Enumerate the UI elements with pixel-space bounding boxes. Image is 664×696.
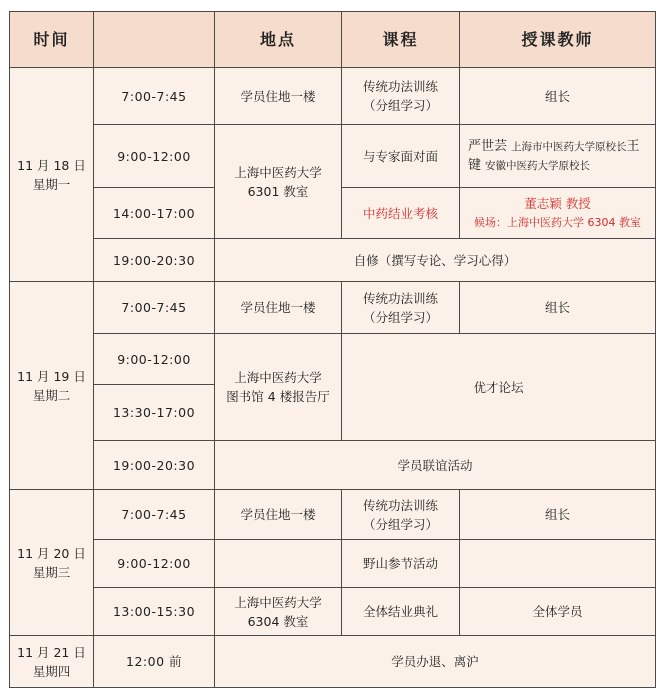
teacher-note: 候场：上海中医药大学 6304 教室 (474, 216, 641, 229)
course-cell (342, 490, 460, 540)
day3-date-cell (10, 490, 94, 636)
place-line: 上海中医药大学 (234, 594, 322, 610)
time-cell: 13:30-17:00 (94, 385, 215, 441)
place-cell (215, 540, 342, 588)
table-row (10, 68, 656, 125)
course-cell (342, 282, 460, 334)
time-cell: 9:00-12:00 (94, 540, 215, 588)
day3-weekday: 星期三 (32, 564, 71, 580)
table-row (10, 490, 656, 540)
teacher-title: 上海市中医药大学原校长 (511, 141, 627, 153)
time-cell: 19:00-20:30 (94, 441, 215, 490)
course-line: 传统功法训练 (362, 290, 438, 306)
teacher-name: 严世芸 (468, 139, 508, 154)
course-cell: 全体结业典礼 (342, 588, 460, 636)
teacher-cell (460, 125, 656, 188)
activity-cell: 学员联谊活动 (215, 441, 656, 490)
course-line: （分组学习） (362, 516, 438, 532)
table-row (10, 334, 656, 385)
teacher-cell (460, 540, 656, 588)
place-line: 图书馆 4 楼报告厅 (226, 389, 330, 404)
teacher-cell: 组长 (460, 68, 656, 125)
time-cell: 14:00-17:00 (94, 188, 215, 239)
place-cell (215, 588, 342, 636)
header-place: 地点 (215, 12, 342, 68)
forum-cell: 优才论坛 (342, 334, 656, 441)
time-cell: 13:00-15:30 (94, 588, 215, 636)
day4-weekday: 星期四 (32, 663, 71, 679)
header-row (10, 12, 656, 68)
course-cell: 野山参节活动 (342, 540, 460, 588)
course-cell (342, 68, 460, 125)
table-row (10, 540, 656, 588)
day1-date: 11 月 18 日 (17, 157, 86, 173)
teacher-cell (460, 188, 656, 239)
day4-date-cell (10, 636, 94, 688)
course-cell: 中药结业考核 (342, 188, 460, 239)
time-cell: 7:00-7:45 (94, 282, 215, 334)
time-cell: 7:00-7:45 (94, 68, 215, 125)
day2-date: 11 月 19 日 (17, 368, 86, 384)
day3-date: 11 月 20 日 (17, 545, 86, 561)
place-cell: 学员住地一楼 (215, 68, 342, 125)
table-row (10, 125, 656, 188)
teacher-name: 王键 (468, 139, 640, 173)
time-cell: 7:00-7:45 (94, 490, 215, 540)
teacher-cell: 组长 (460, 490, 656, 540)
header-time: 时间 (10, 12, 94, 68)
day2-weekday: 星期二 (32, 387, 71, 403)
time-cell: 12:00 前 (94, 636, 215, 688)
place-line: 6304 教室 (247, 613, 309, 629)
table-row (10, 588, 656, 636)
course-line: 传统功法训练 (362, 497, 438, 513)
place-line: 上海中医药大学 (234, 370, 322, 385)
table-row (10, 282, 656, 334)
course-line: （分组学习） (362, 309, 438, 325)
day1-date-cell (10, 68, 94, 282)
place-line: 上海中医药大学 (234, 164, 322, 180)
time-cell: 9:00-12:00 (94, 334, 215, 385)
activity-cell: 学员办退、离沪 (215, 636, 656, 688)
teacher-cell: 全体学员 (460, 588, 656, 636)
course-line: （分组学习） (362, 98, 438, 113)
time-cell: 19:00-20:30 (94, 239, 215, 282)
place-line: 6301 教室 (247, 183, 309, 199)
place-cell (215, 334, 342, 441)
course-line: 传统功法训练 (362, 79, 438, 94)
schedule-table (9, 11, 656, 688)
course-cell: 与专家面对面 (342, 125, 460, 188)
day1-weekday: 星期一 (32, 176, 71, 192)
place-cell: 学员住地一楼 (215, 490, 342, 540)
schedule-table-wrapper (9, 11, 656, 688)
table-row (10, 239, 656, 282)
activity-cell: 自修（撰写专论、学习心得） (215, 239, 656, 282)
day2-date-cell (10, 282, 94, 490)
table-row (10, 441, 656, 490)
day4-date: 11 月 21 日 (17, 644, 86, 660)
header-teacher: 授课教师 (460, 12, 656, 68)
teacher-cell: 组长 (460, 282, 656, 334)
teacher-name: 董志颖 教授 (524, 196, 591, 211)
place-cell (215, 125, 342, 239)
teacher-title: 安徽中医药大学原校长 (485, 160, 590, 172)
table-row (10, 636, 656, 688)
time-cell: 9:00-12:00 (94, 125, 215, 188)
header-empty (94, 12, 215, 68)
place-cell: 学员住地一楼 (215, 282, 342, 334)
header-course: 课程 (342, 12, 460, 68)
